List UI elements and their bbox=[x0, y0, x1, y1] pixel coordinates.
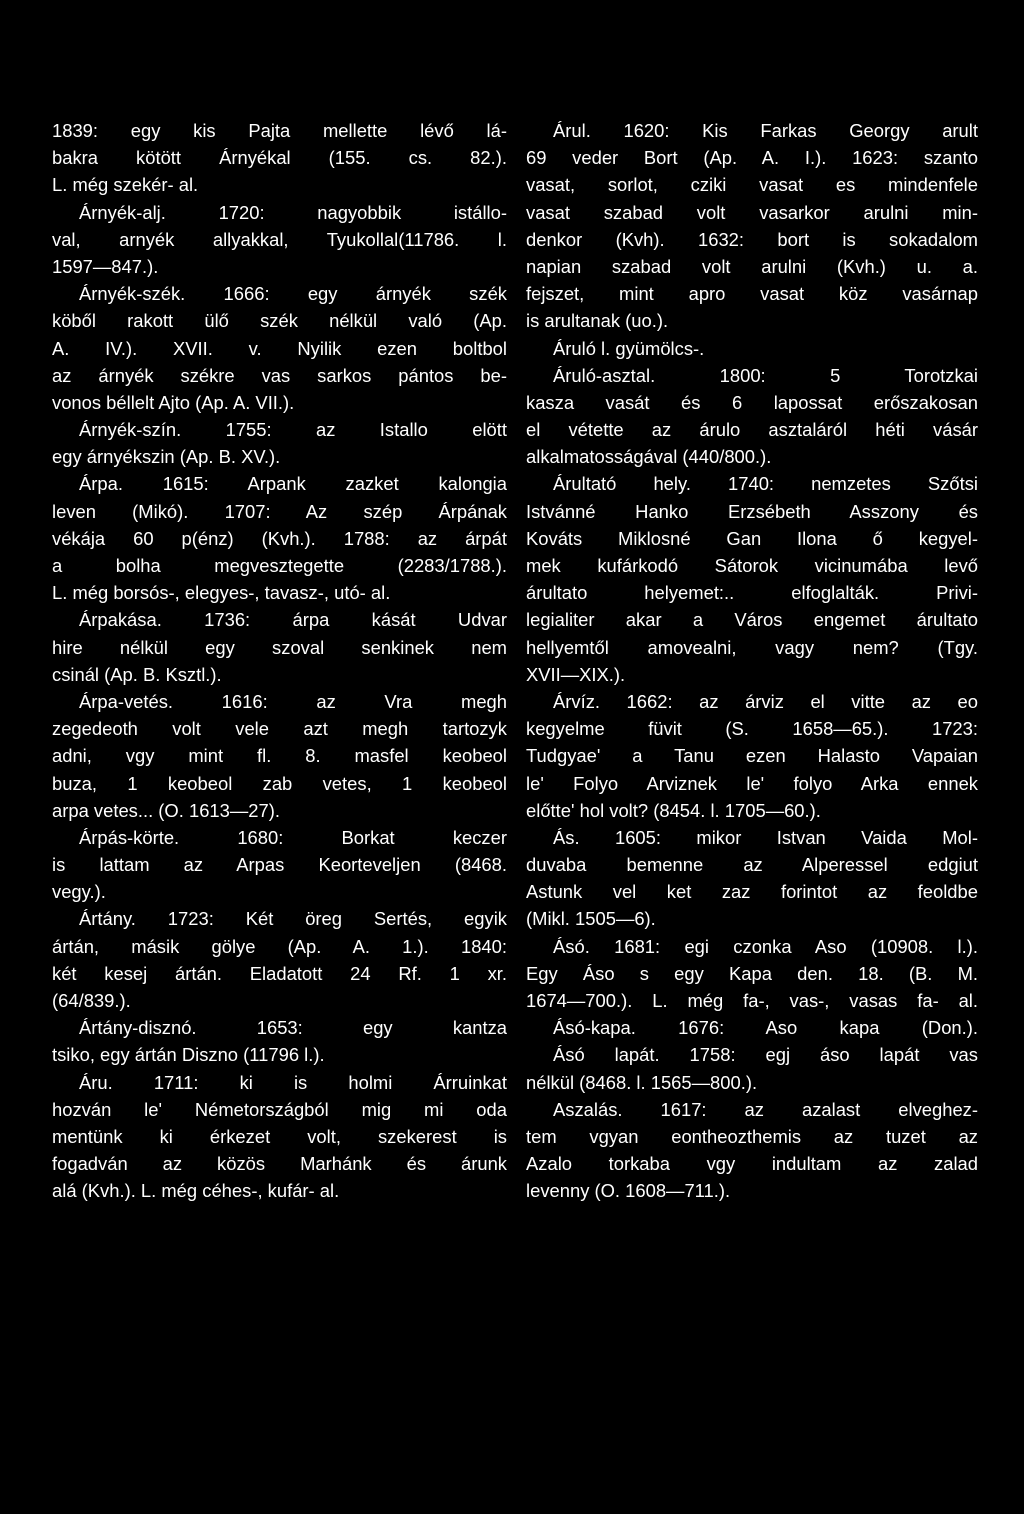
text-line: el vétette az árulo asztaláról héti vásár bbox=[526, 419, 978, 441]
text-line: alá (Kvh.). L. még céhes-, kufár- al. bbox=[52, 1180, 340, 1202]
text-line: előtte' hol volt? (8454. l. 1705—60.). bbox=[526, 799, 821, 821]
text-line: Áru. 1711: ki is holmi Árruinkat bbox=[79, 1071, 507, 1093]
text-line: csinál (Ap. B. Ksztl.). bbox=[52, 663, 222, 685]
text-line: arpa vetes... (O. 1613—27). bbox=[52, 799, 280, 821]
text-line: bakra kötött Árnyékal (155. cs. 82.). bbox=[52, 147, 507, 169]
text-line: Ártány. 1723: Két öreg Sertés, egyik bbox=[79, 908, 507, 930]
text-line: Árpa-vetés. 1616: az Vra megh bbox=[79, 690, 507, 712]
text-line: denkor (Kvh). 1632: bort is sokadalom bbox=[526, 228, 978, 250]
text-line: levenny (O. 1608—711.). bbox=[526, 1180, 731, 1202]
text-line: Árultató hely. 1740: nemzetes Szőtsi bbox=[553, 473, 978, 495]
text-line: XVII—XIX.). bbox=[526, 663, 626, 685]
text-line: is lattam az Arpas Keorteveljen (8468. bbox=[52, 854, 507, 876]
text-line: Ásó lapát. 1758: egj áso lapát vas bbox=[553, 1044, 978, 1066]
text-line: Ásó-kapa. 1676: Aso kapa (Don.). bbox=[553, 1017, 978, 1039]
text-line: fejszet, mint apro vasat köz vasárnap bbox=[526, 283, 978, 305]
text-line: Árpakása. 1736: árpa kását Udvar bbox=[79, 609, 507, 631]
text-line: napian szabad volt arulni (Kvh.) u. a. bbox=[526, 255, 978, 277]
text-line: zegedeoth volt vele azt megh tartozyk bbox=[52, 718, 507, 740]
text-line: vonos béllelt Ajto (Ap. A. VII.). bbox=[52, 391, 295, 413]
text-line: A. IV.). XVII. v. Nyilik ezen boltbol bbox=[52, 337, 507, 359]
text-line: leven (Mikó). 1707: Az szép Árpának bbox=[52, 500, 507, 522]
text-line: duvaba bemenne az Alperessel edgiut bbox=[526, 854, 978, 876]
text-line: vasat szabad volt vasarkor arulni min- bbox=[526, 201, 978, 223]
text-line: fogadván az közös Marhánk és árunk bbox=[52, 1153, 507, 1175]
text-line: Egy Áso s egy Kapa den. 18. (B. M. bbox=[526, 962, 978, 984]
text-line: vegy.). bbox=[52, 881, 106, 903]
text-line: Árvíz. 1662: az árviz el vitte az eo bbox=[553, 690, 978, 712]
text-line: L. még borsós-, elegyes-, tavasz-, utó- al. bbox=[52, 582, 391, 604]
text-line: Árnyék-alj. 1720: nagyobbik istállo- bbox=[79, 201, 507, 223]
text-line: két kesej ártán. Eladatott 24 Rf. 1 xr. bbox=[52, 962, 507, 984]
text-line: adni, vgy mint fl. 8. masfel keobeol bbox=[52, 745, 507, 767]
text-line: alkalmatosságával (440/800.). bbox=[526, 446, 772, 468]
text-line: tsiko, egy ártán Diszno (11796 l.). bbox=[52, 1044, 325, 1066]
text-line: Tudgyae' a Tanu ezen Halasto Vapaian bbox=[526, 745, 978, 767]
text-line: árultato helyemet:.. elfoglalták. Privi- bbox=[526, 582, 978, 604]
text-line: 1674—700.). L. még fa-, vas-, vasas fa- al. bbox=[526, 990, 978, 1011]
text-line: tem vgyan eontheozthemis az tuzet az bbox=[526, 1125, 978, 1147]
text-line: Árnyék-szék. 1666: egy árnyék szék bbox=[79, 283, 507, 305]
text-line: is arultanak (uo.). bbox=[526, 310, 669, 332]
text-line: le' Folyo Arviznek le' folyo Arka ennek bbox=[526, 772, 978, 794]
text-line: Árnyék-szín. 1755: az Istallo elött bbox=[79, 419, 507, 441]
text-line: Árpás-körte. 1680: Borkat keczer bbox=[79, 826, 507, 848]
text-line: egy árnyékszin (Ap. B. XV.). bbox=[52, 446, 281, 468]
text-line: vékája 60 p(énz) (Kvh.). 1788: az árpát bbox=[52, 527, 507, 549]
text-line: hozván le' Németországból mig mi oda bbox=[52, 1098, 507, 1120]
text-line: ártán, másik gölye (Ap. A. 1.). 1840: bbox=[52, 935, 507, 957]
text-line: az árnyék székre vas sarkos pántos be- bbox=[52, 364, 507, 386]
text-line: Ártány-disznó. 1653: egy kantza bbox=[79, 1017, 507, 1039]
text-line: Istvánné Hanko Erzsébeth Asszony és bbox=[526, 500, 978, 522]
text-line: Ás. 1605: mikor Istvan Vaida Mol- bbox=[553, 826, 978, 848]
text-line: kasza vasát és 6 lapossat erőszakosan bbox=[526, 391, 978, 413]
text-line: mentünk ki érkezet volt, szekerest is bbox=[52, 1125, 507, 1147]
text-line: Azalo torkaba vgy indultam az zalad bbox=[526, 1153, 978, 1175]
text-line: 1839: egy kis Pajta mellette lévő lá- bbox=[52, 120, 507, 141]
text-line: Árpa. 1615: Arpank zazket kalongia bbox=[79, 473, 507, 495]
text-line: val, arnyék allyakkal, Tyukollal(11786. l. bbox=[52, 228, 507, 250]
text-line: 69 veder Bort (Ap. A. I.). 1623: szanto bbox=[526, 147, 978, 169]
text-line: Ásó. 1681: egi czonka Aso (10908. l.). bbox=[553, 935, 978, 957]
text-line: hellyemtől amovealni, vagy nem? (Tgy. bbox=[526, 636, 978, 658]
text-line: nélkül (8468. l. 1565—800.). bbox=[526, 1071, 758, 1093]
text-line: vasat, sorlot, cziki vasat es mindenfele bbox=[526, 174, 978, 196]
text-line: Aszalás. 1617: az azalast elveghez- bbox=[553, 1098, 978, 1120]
text-line: L. még szekér- al. bbox=[52, 174, 199, 196]
text-line: Kováts Miklosné Gan Ilona ő kegyel- bbox=[526, 527, 978, 549]
text-line: legialiter akar a Város engemet árultato bbox=[526, 609, 978, 631]
text-line: (64/839.). bbox=[52, 990, 131, 1011]
text-line: Áruló-asztal. 1800: 5 Torotzkai bbox=[553, 364, 978, 386]
text-line: (Mikl. 1505—6). bbox=[526, 908, 656, 930]
text-line: 1597—847.). bbox=[52, 255, 159, 277]
text-line: Áruló l. gyümölcs-. bbox=[553, 337, 705, 359]
right-column bbox=[526, 117, 978, 1205]
text-line: köből rakott ülő szék nélkül való (Ap. bbox=[52, 310, 507, 332]
text-line: Árul. 1620: Kis Farkas Georgy arult bbox=[553, 120, 978, 141]
text-line: Astunk vel ket zaz forintot az feoldbe bbox=[526, 881, 978, 903]
text-line: hire nélkül egy szoval senkinek nem bbox=[52, 636, 507, 658]
text-line: a bolha megvesztegette (2283/1788.). bbox=[52, 555, 507, 576]
text-line: buza, 1 keobeol zab vetes, 1 keobeol bbox=[52, 772, 507, 794]
text-line: kegyelme füvit (S. 1658—65.). 1723: bbox=[526, 718, 978, 740]
text-line: mek kufárkodó Sátorok vicinumába levő bbox=[526, 555, 978, 576]
left-column bbox=[52, 117, 507, 1205]
